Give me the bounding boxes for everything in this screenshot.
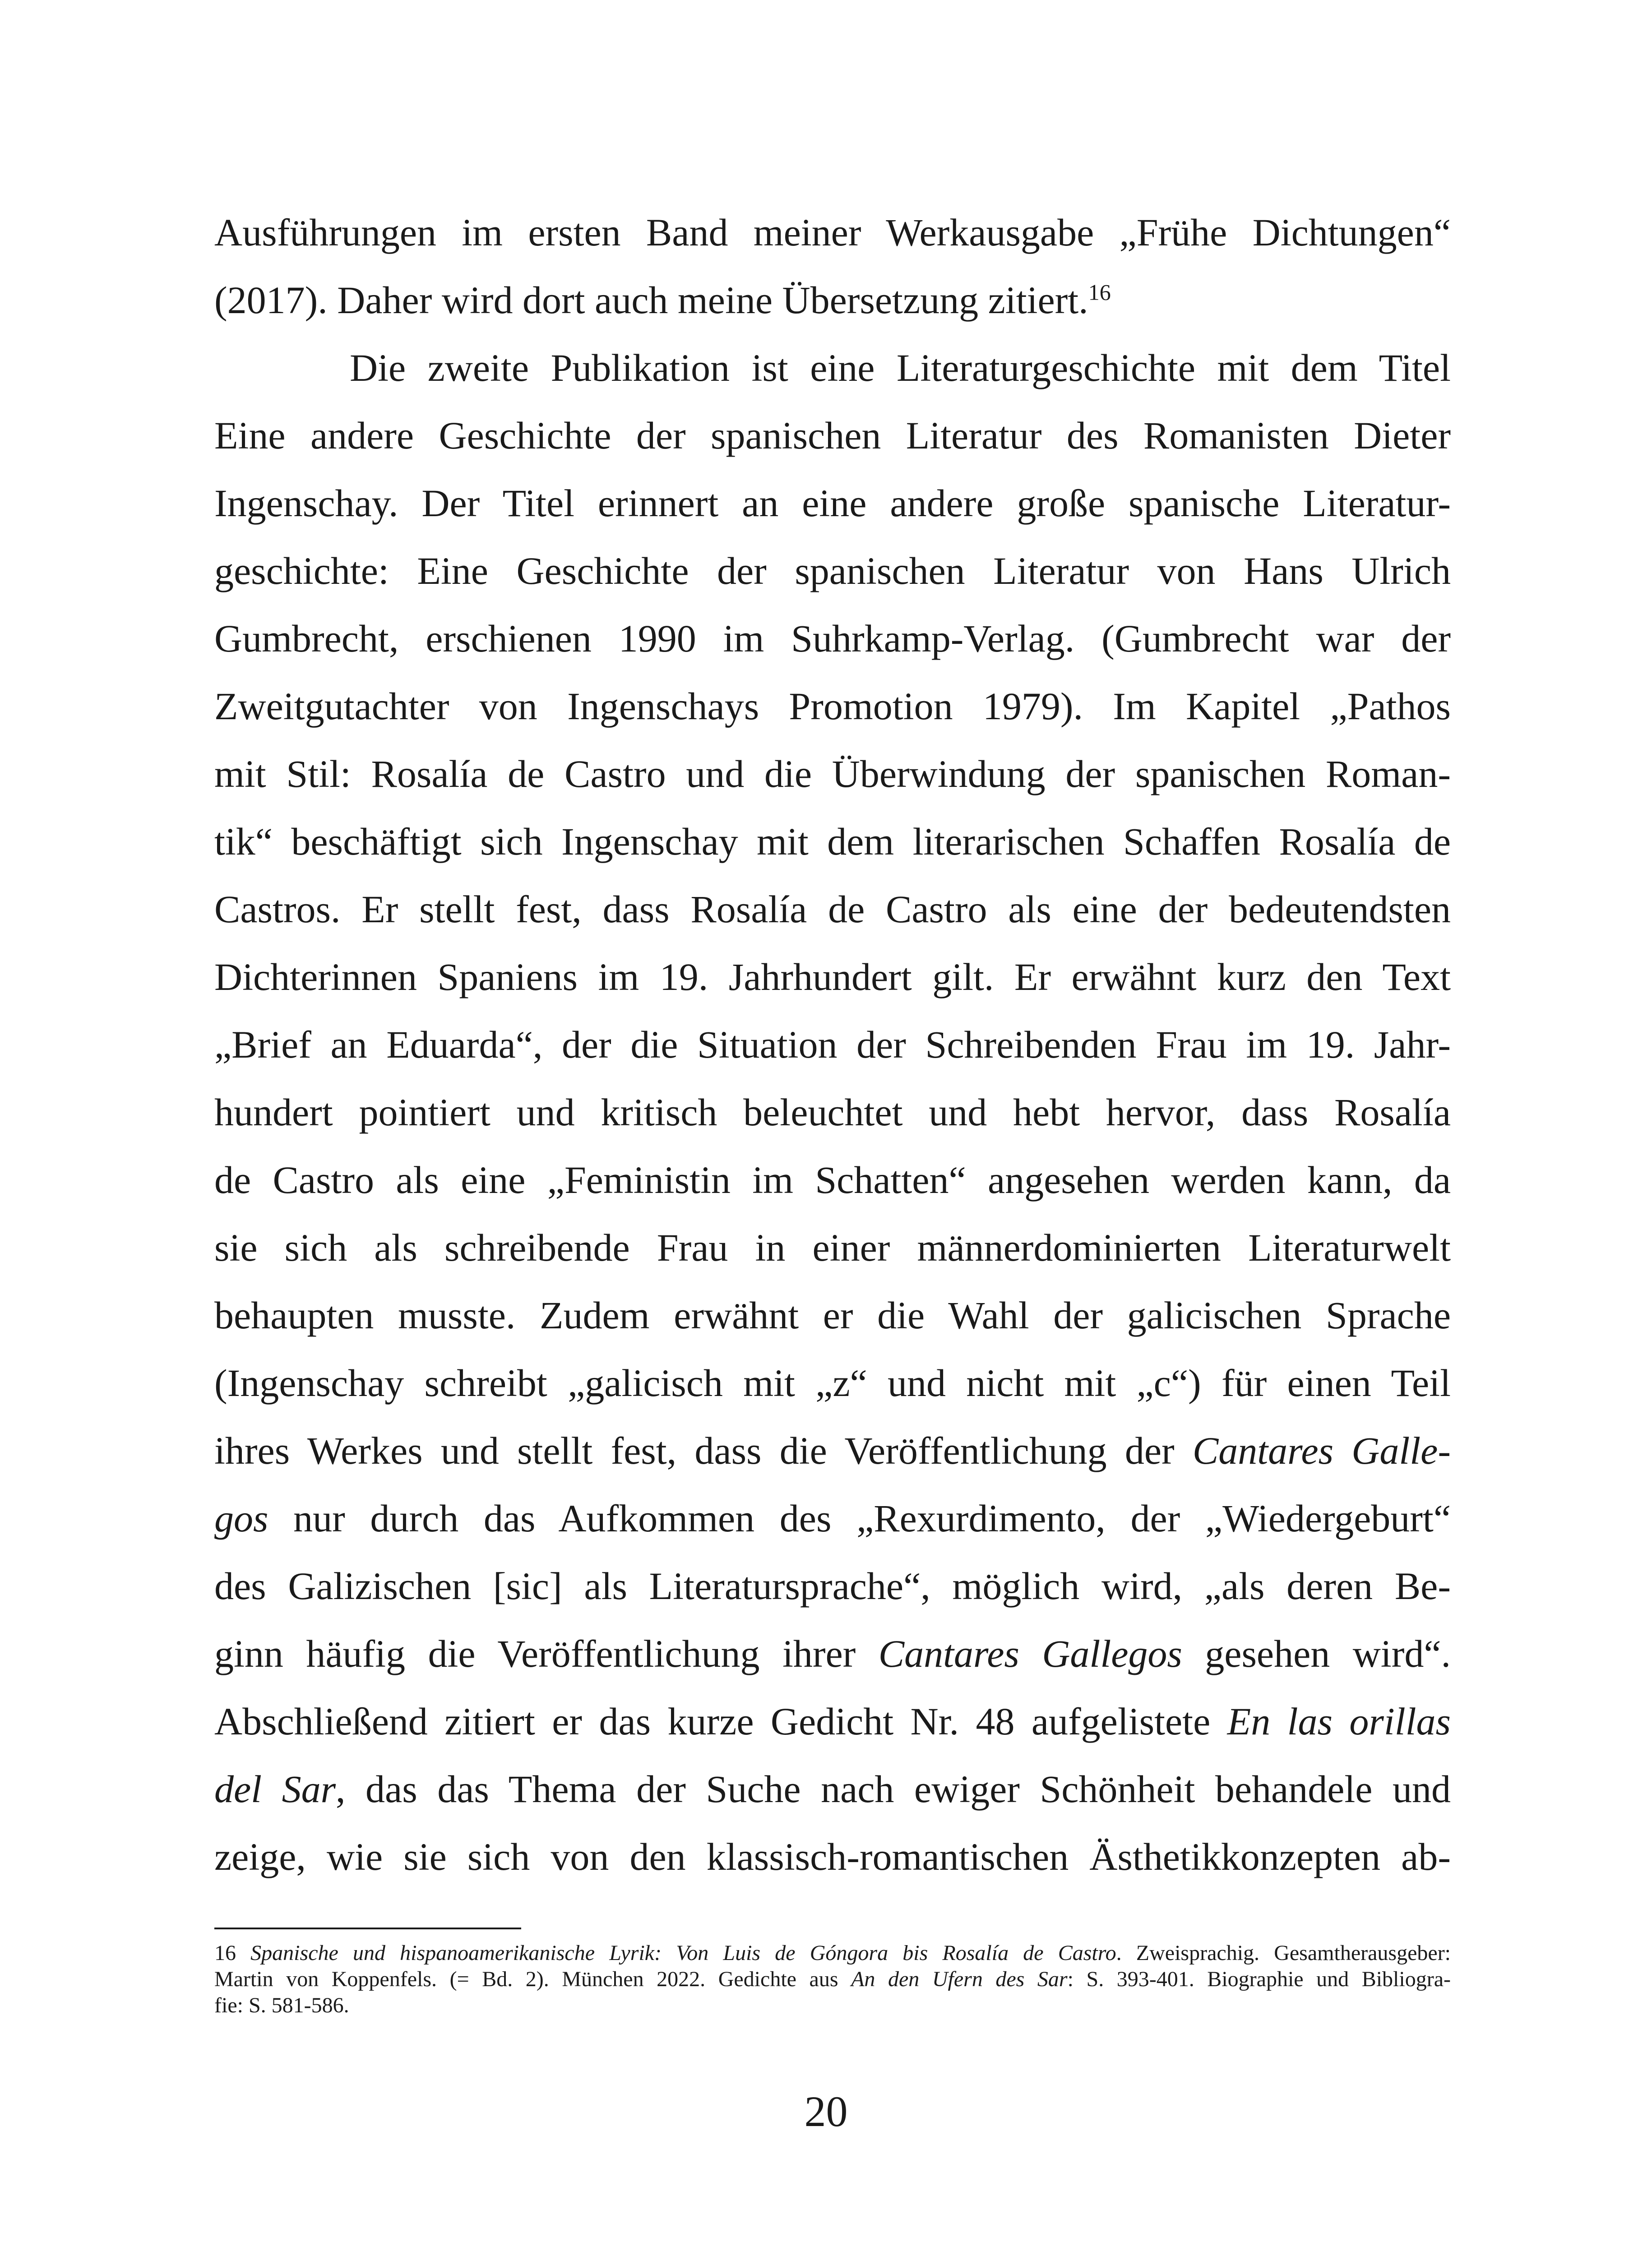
footnote-reference: 16 <box>1088 279 1111 305</box>
body-line <box>214 199 1451 266</box>
body-text <box>214 199 1451 1891</box>
body-line <box>214 1078 1451 1146</box>
body-line <box>214 1417 1451 1484</box>
body-line <box>214 469 1451 537</box>
body-line <box>214 1755 1451 1823</box>
body-line <box>214 266 1451 334</box>
text-run: Gumbrecht, erschienen 1990 im Suhrkamp-Verlag. (Gumbrecht war der <box>214 617 1451 660</box>
text-run: (Ingenschay schreibt „galicisch mit „z“ und nicht mit „c“) für einen Teil <box>214 1361 1451 1405</box>
body-line <box>214 1281 1451 1349</box>
text-run: geschichte: Eine Geschichte der spanischen Literatur von Hans Ulrich <box>214 549 1451 592</box>
text-run: ihres Werkes und stellt fest, dass die Veröffentlichung der <box>214 1429 1193 1472</box>
text-run: Die zweite Publikation ist eine Literaturgeschichte mit dem Titel <box>350 346 1451 389</box>
text-run: nur durch das Aufkommen des „Rexurdimento, der „Wiedergeburt“ <box>268 1497 1451 1540</box>
text-run: . Zweisprachig. Gesamtherausgeber: <box>1116 1941 1451 1965</box>
text-run: de Castro als eine „Feministin im Schatten“ angesehen werden kann, da <box>214 1158 1451 1202</box>
text-run: gesehen wird“. <box>1182 1632 1451 1675</box>
text-run: Martin von Koppenfels. (= Bd. 2). München 2022. Gedichte aus <box>214 1967 851 1991</box>
italic-title: Cantares Gallegos <box>878 1632 1182 1675</box>
text-run: Ingenschay. Der Titel erinnert an eine andere große spanische Literatur- <box>214 481 1451 525</box>
text-run: (2017). Daher wird dort auch meine Übersetzung zitiert. <box>214 278 1088 322</box>
body-line <box>214 1484 1451 1552</box>
italic-title: del Sar <box>214 1767 336 1811</box>
body-line <box>214 1214 1451 1281</box>
text-run: des Galizischen [sic] als Literatursprache“, möglich wird, „als deren Be- <box>214 1564 1451 1608</box>
italic-title: gos <box>214 1497 268 1540</box>
text-run: Eine andere Geschichte der spanischen Literatur des Romanisten Dieter <box>214 414 1451 457</box>
body-line <box>214 1552 1451 1620</box>
text-run: sie sich als schreibende Frau in einer männerdominierten Literaturwelt <box>214 1226 1451 1269</box>
body-line <box>214 875 1451 943</box>
text-run: : S. 393-401. Biographie und Bibliogra- <box>1067 1967 1451 1991</box>
italic-title: En las orillas <box>1227 1700 1451 1743</box>
text-run: hundert pointiert und kritisch beleuchtet und hebt hervor, dass Rosalía <box>214 1091 1451 1134</box>
footnote-line <box>214 1966 1451 1992</box>
body-line <box>214 334 1451 402</box>
text-run: Dichterinnen Spaniens im 19. Jahrhundert gilt. Er erwähnt kurz den Text <box>214 955 1451 999</box>
text-run: mit Stil: Rosalía de Castro und die Überwindung der spanischen Roman- <box>214 752 1451 795</box>
body-line <box>214 1146 1451 1214</box>
text-run: zeige, wie sie sich von den klassisch-romantischen Ästhetikkonzepten ab- <box>214 1835 1451 1878</box>
body-line <box>214 1687 1451 1755</box>
footnote-separator <box>214 1928 521 1929</box>
body-line <box>214 1620 1451 1687</box>
body-line <box>214 808 1451 875</box>
footnote <box>214 1940 1451 2019</box>
body-line <box>214 1823 1451 1891</box>
body-line <box>214 943 1451 1011</box>
text-run: Ausführungen im ersten Band meiner Werkausgabe „Frühe Dichtungen“ <box>214 211 1451 254</box>
footnote-line <box>214 1940 1451 1966</box>
italic-title: Spanische und hispanoamerikanische Lyrik: Von Luis de Góngora bis Rosalía de Castro <box>250 1941 1116 1965</box>
italic-title: Cantares Galle- <box>1192 1429 1451 1472</box>
text-run: tik“ beschäftigt sich Ingenschay mit dem literarischen Schaffen Rosalía de <box>214 820 1451 863</box>
text-run: Castros. Er stellt fest, dass Rosalía de Castro als eine der bedeutendsten <box>214 888 1451 931</box>
body-line <box>214 605 1451 672</box>
text-run: „Brief an Eduarda“, der die Situation der Schreibenden Frau im 19. Jahr- <box>214 1023 1451 1066</box>
text-run: Zweitgutachter von Ingenschays Promotion 1979). Im Kapitel „Pathos <box>214 684 1451 728</box>
text-run: behaupten musste. Zudem erwähnt er die Wahl der galicischen Sprache <box>214 1294 1451 1337</box>
body-line <box>214 672 1451 740</box>
text-run: ginn häufig die Veröffentlichung ihrer <box>214 1632 879 1675</box>
body-line <box>214 537 1451 605</box>
text-run: , das das Thema der Suche nach ewiger Schönheit behandele und <box>336 1767 1451 1811</box>
text-run: Abschließend zitiert er das kurze Gedicht Nr. 48 aufgelistete <box>214 1700 1227 1743</box>
body-line <box>214 740 1451 808</box>
body-line <box>214 1349 1451 1417</box>
page-number: 20 <box>804 2087 848 2136</box>
body-line <box>214 1011 1451 1078</box>
footnote-line <box>214 1992 1451 2019</box>
text-run: 16 <box>214 1941 251 1965</box>
italic-title: An den Ufern des Sar <box>851 1967 1068 1991</box>
body-line <box>214 402 1451 469</box>
text-run: fie: S. 581-586. <box>214 1993 349 2017</box>
